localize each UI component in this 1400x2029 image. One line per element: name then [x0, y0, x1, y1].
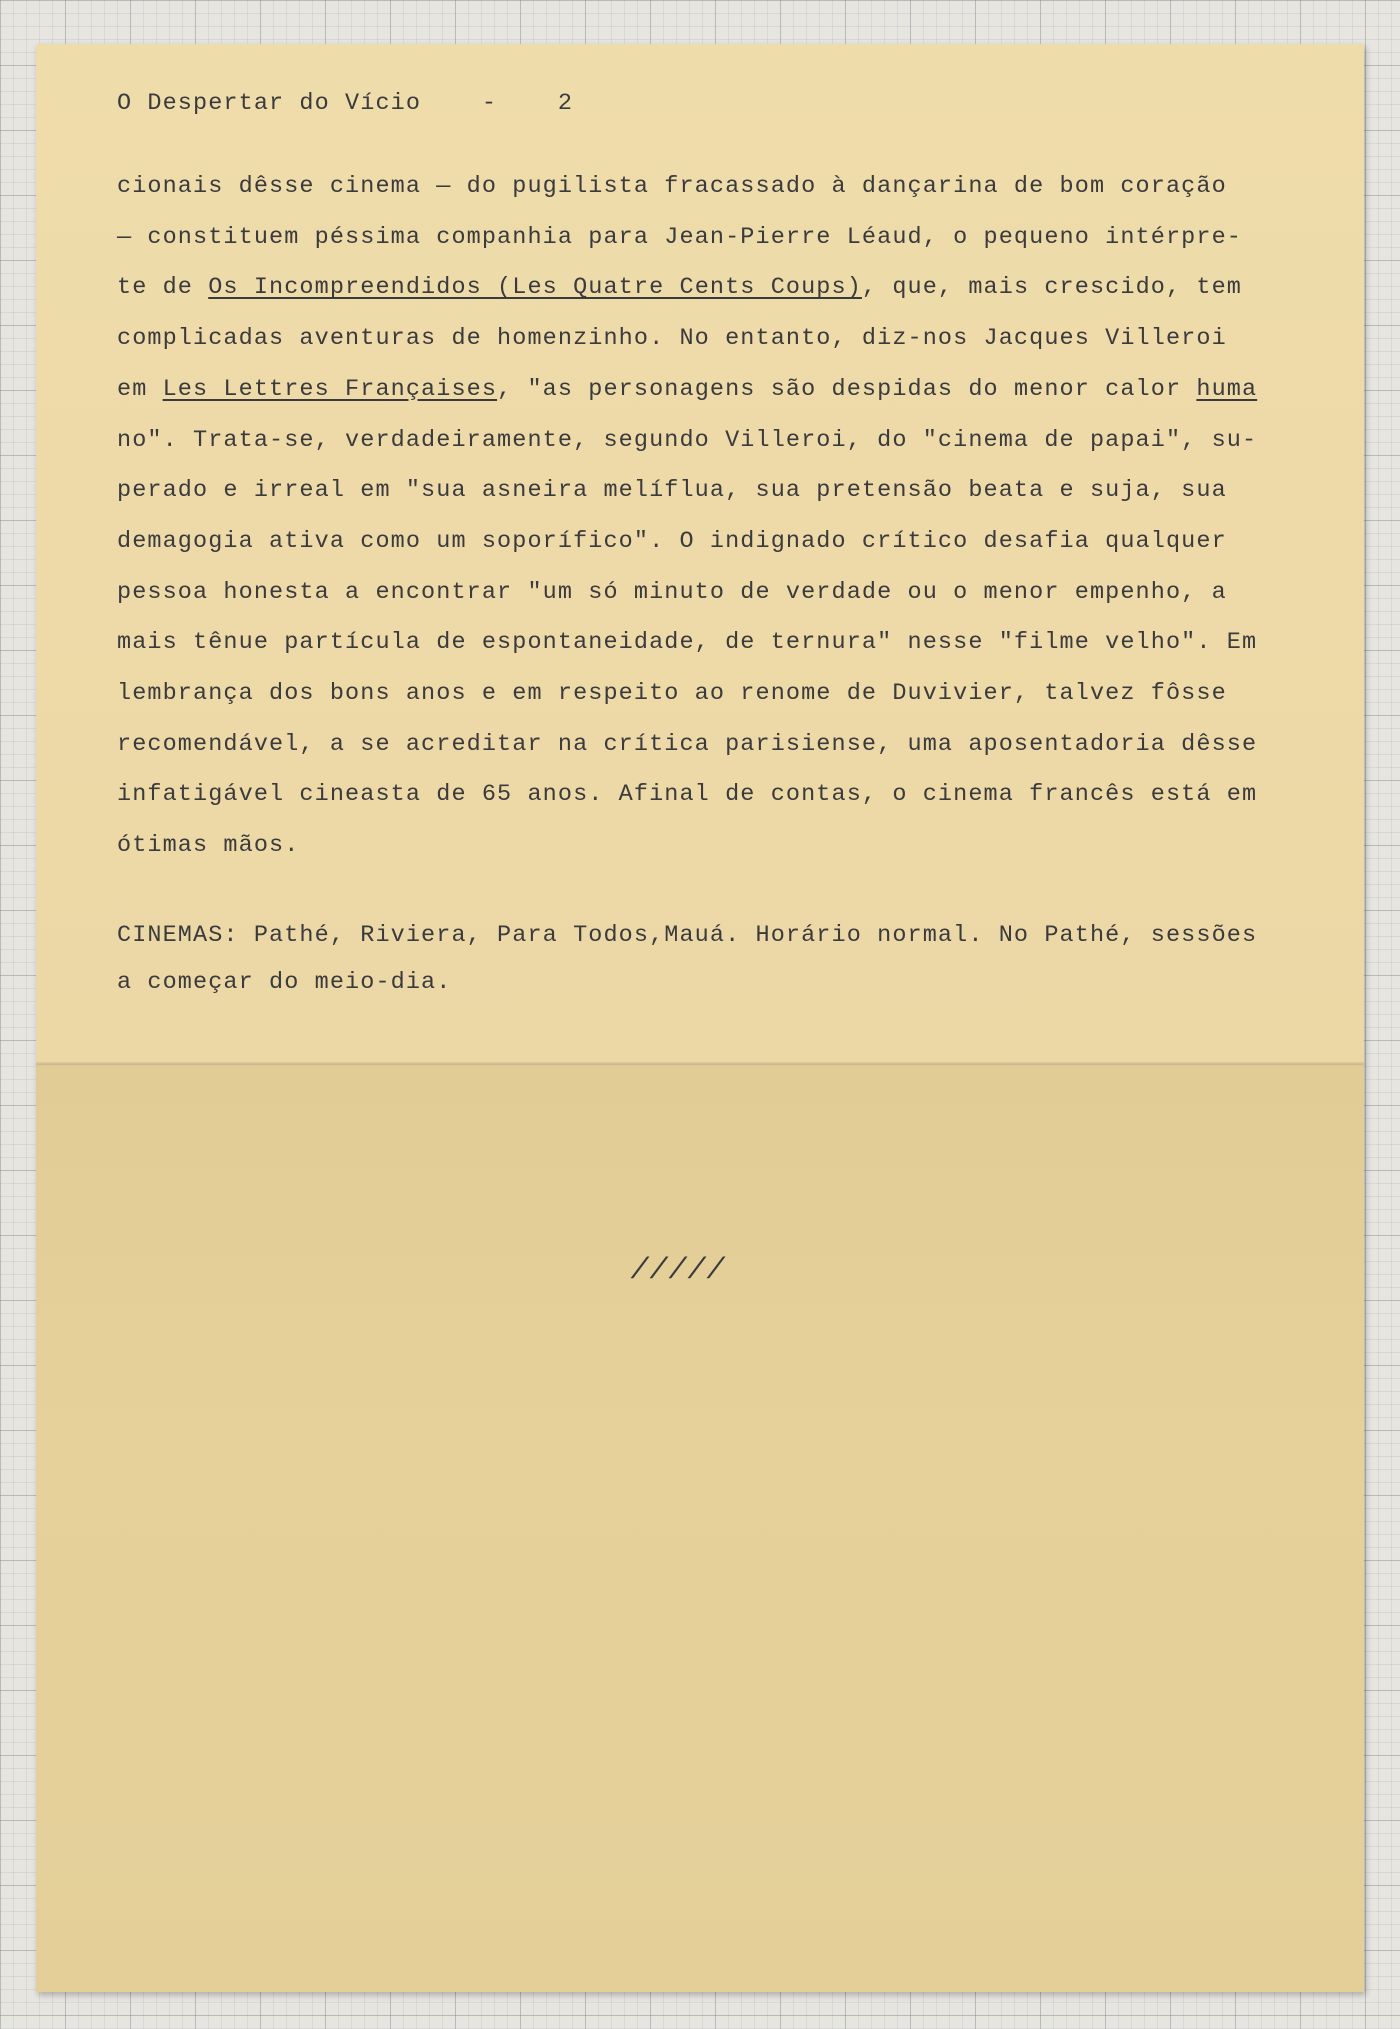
- page-number: 2: [557, 90, 574, 117]
- text-line: [117, 959, 1297, 1006]
- text-segment: ótimas mãos.: [117, 832, 300, 860]
- underlined-text: huma: [1196, 375, 1258, 403]
- text-segment: no". Trata-se, verdadeiramente, segundo Villeroi, do "cinema de papai", su-: [117, 426, 1258, 454]
- cinemas-paragraph: [117, 912, 1297, 1006]
- text-segment: a começar do meio-dia.: [117, 969, 452, 996]
- text-segment: , "as personagens são despidas do menor calor: [497, 375, 1197, 403]
- text-segment: recomendável, a se acreditar na crítica parisiense, uma aposentadoria dêsse: [117, 730, 1258, 758]
- text-segment: demagogia ativa como um soporífico". O indignado crítico desafia qualquer: [117, 527, 1227, 555]
- text-segment: infatigável cineasta de 65 anos. Afinal de contas, o cinema francês está em: [117, 781, 1258, 809]
- fold-line: [36, 1062, 1364, 1066]
- text-line: [117, 720, 1297, 771]
- end-mark: /////: [630, 1254, 726, 1288]
- text-segment: perado e irreal em "sua asneira melíflua, sua pretensão beata e suja, sua: [117, 477, 1227, 505]
- text-segment: complicadas aventuras de homenzinho. No entanto, diz-nos Jacques Villeroi: [117, 325, 1227, 353]
- text-line: [117, 568, 1297, 619]
- text-segment: te de: [117, 274, 209, 302]
- paper-sheet: [36, 44, 1364, 1992]
- text-segment: pessoa honesta a encontrar "um só minuto de verdade ou o menor empenho, a: [117, 578, 1227, 606]
- header-separator: -: [481, 90, 498, 117]
- underlined-text: Les Lettres Françaises: [162, 375, 498, 403]
- text-segment: lembrança dos bons anos e em respeito ao renome de Duvivier, talvez fôsse: [117, 680, 1227, 708]
- text-line: [117, 416, 1297, 467]
- text-line: [117, 365, 1297, 416]
- text-line: [117, 517, 1297, 568]
- text-line: [117, 213, 1297, 264]
- text-segment: , que, mais crescido, tem: [861, 274, 1242, 302]
- text-line: [117, 770, 1297, 821]
- text-segment: cionais dêsse cinema — do pugilista fracassado à dançarina de bom coração: [117, 173, 1227, 200]
- text-segment: mais tênue partícula de espontaneidade, de ternura" nesse "filme velho". Em: [117, 629, 1258, 657]
- text-line: [117, 618, 1297, 669]
- underlined-text: Os Incompreendidos (Les Quatre Cents Coups): [208, 274, 862, 302]
- page-header: [117, 90, 1297, 117]
- sheet-lower-panel: [36, 1064, 1364, 1992]
- text-segment: — constituem péssima companhia para Jean-Pierre Léaud, o pequeno intérpre-: [117, 223, 1242, 251]
- body-paragraph: [117, 162, 1297, 872]
- text-segment: em: [117, 375, 163, 403]
- text-line: [117, 821, 1297, 872]
- text-line: [117, 263, 1297, 314]
- text-line: [117, 314, 1297, 365]
- text-segment: CINEMAS: Pathé, Riviera, Para Todos,Mauá. Horário normal. No Pathé, sessões: [117, 922, 1258, 949]
- text-line: [117, 912, 1297, 959]
- text-line: [117, 466, 1297, 517]
- text-line: [117, 669, 1297, 720]
- text-line: [117, 162, 1297, 213]
- document-title: O Despertar do Vício: [117, 90, 422, 117]
